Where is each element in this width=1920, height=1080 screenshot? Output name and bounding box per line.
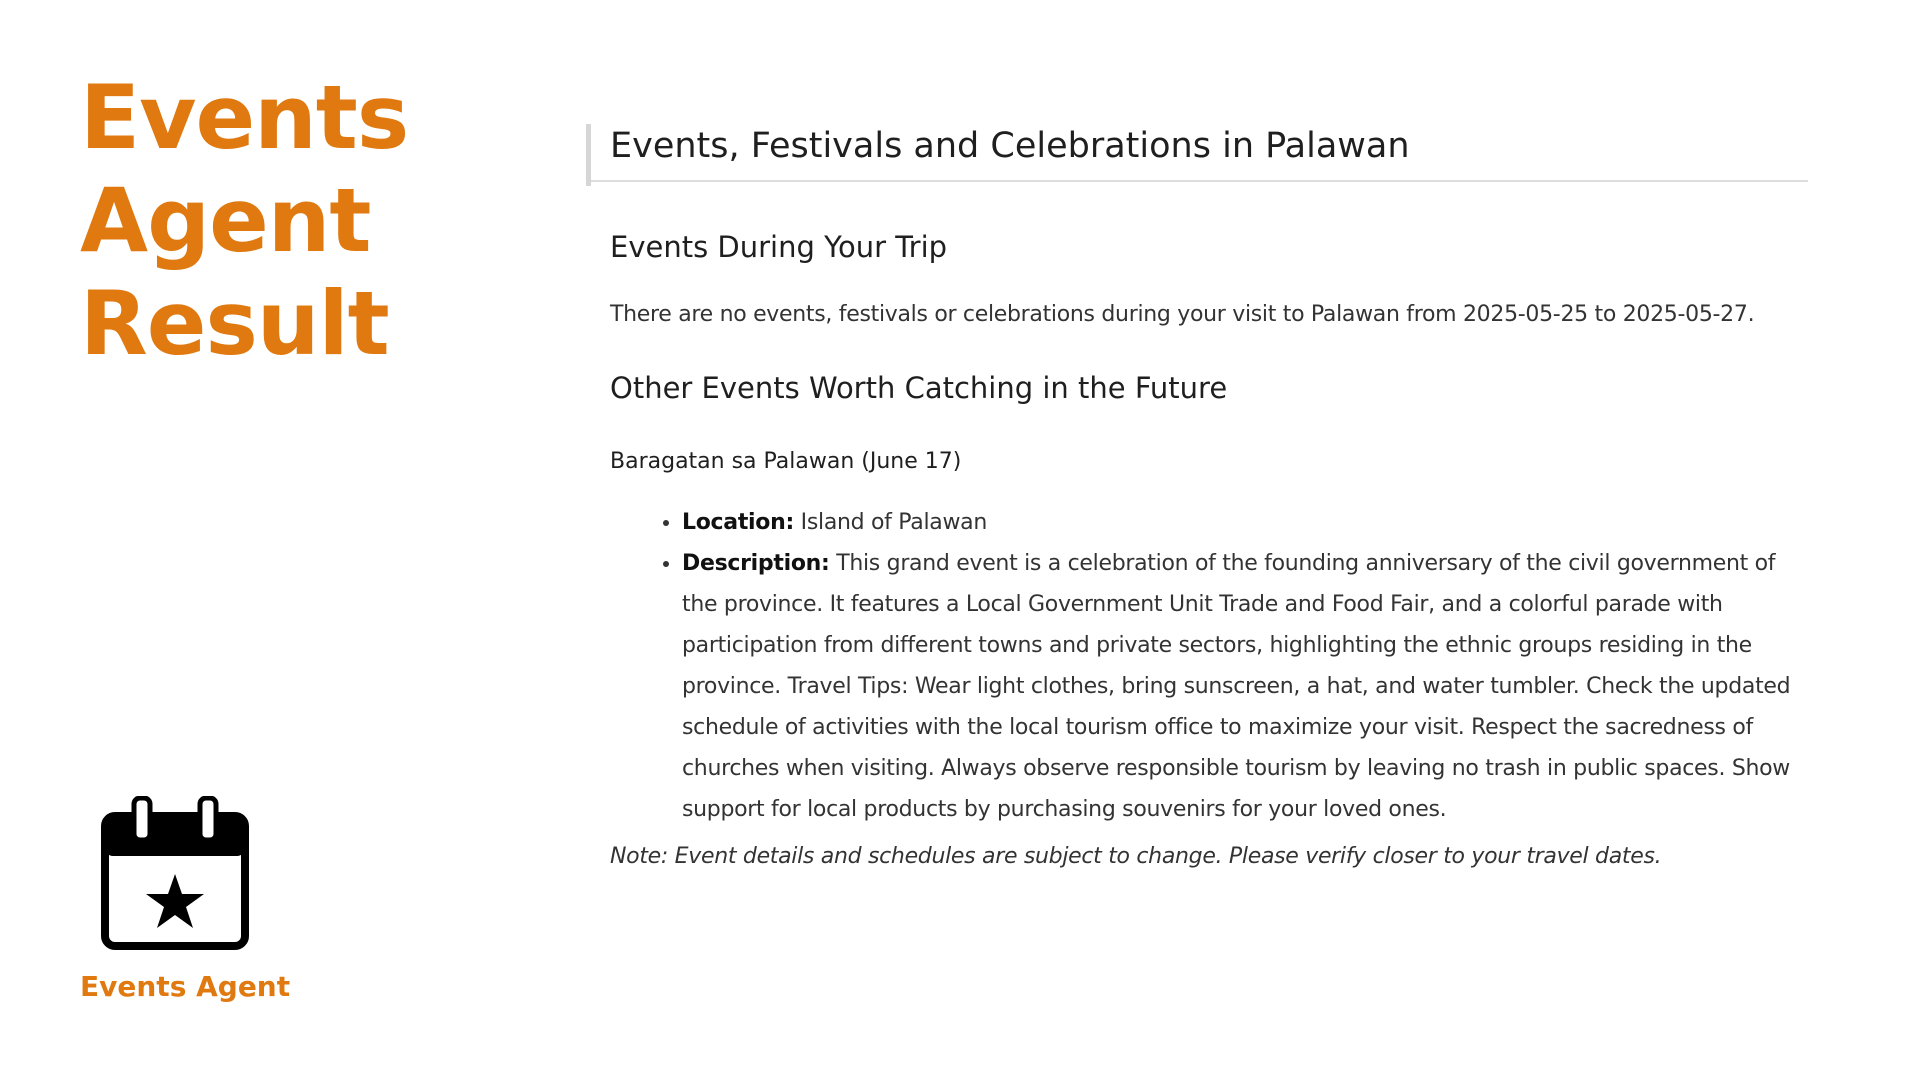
- during-trip-text: There are no events, festivals or celebrations during your visit to Palawan from 2025-05-25 to 2025-05-27.: [610, 302, 1755, 327]
- event-details-list: [610, 502, 1808, 830]
- future-events-heading: Other Events Worth Catching in the Future: [610, 371, 1228, 405]
- location-label: Location:: [682, 510, 794, 535]
- agent-label: Events Agent: [80, 970, 291, 1003]
- description-label: Description:: [682, 551, 830, 576]
- page-heading-line-2: Agent: [80, 169, 371, 272]
- page-heading-line-1: Events: [80, 66, 409, 169]
- events-result-panel: [586, 126, 1808, 869]
- location-value: Island of Palawan: [800, 510, 987, 535]
- event-name: Baragatan sa Palawan (June 17): [610, 449, 962, 474]
- result-title: Events, Festivals and Celebrations in Palawan: [586, 126, 1808, 182]
- calendar-star-icon: [100, 796, 250, 956]
- during-trip-heading: Events During Your Trip: [610, 230, 948, 264]
- page-heading: [80, 66, 520, 375]
- disclaimer-note: Note: Event details and schedules are subject to change. Please verify closer to your travel dates.: [610, 844, 1662, 869]
- description-value: This grand event is a celebration of the founding anniversary of the civil government of the province. It features a Local Government Unit Trade and Food Fair, and a colorful parade with participation from different towns and private sectors, highlighting the ethnic groups residing in the province. Travel Tips: Wear light clothes, bring sunscreen, a hat, and water tumbler. Check the updated schedule of activities with the local tourism office to maximize your visit. Respect the sacredness of churches when visiting. Always observe responsible tourism by leaving no trash in public spaces. Show support for local products by purchasing souvenirs for your loved ones.: [682, 551, 1791, 822]
- event-description-item: [682, 543, 1808, 830]
- page-heading-line-3: Result: [80, 272, 389, 375]
- event-location-item: [682, 502, 1808, 543]
